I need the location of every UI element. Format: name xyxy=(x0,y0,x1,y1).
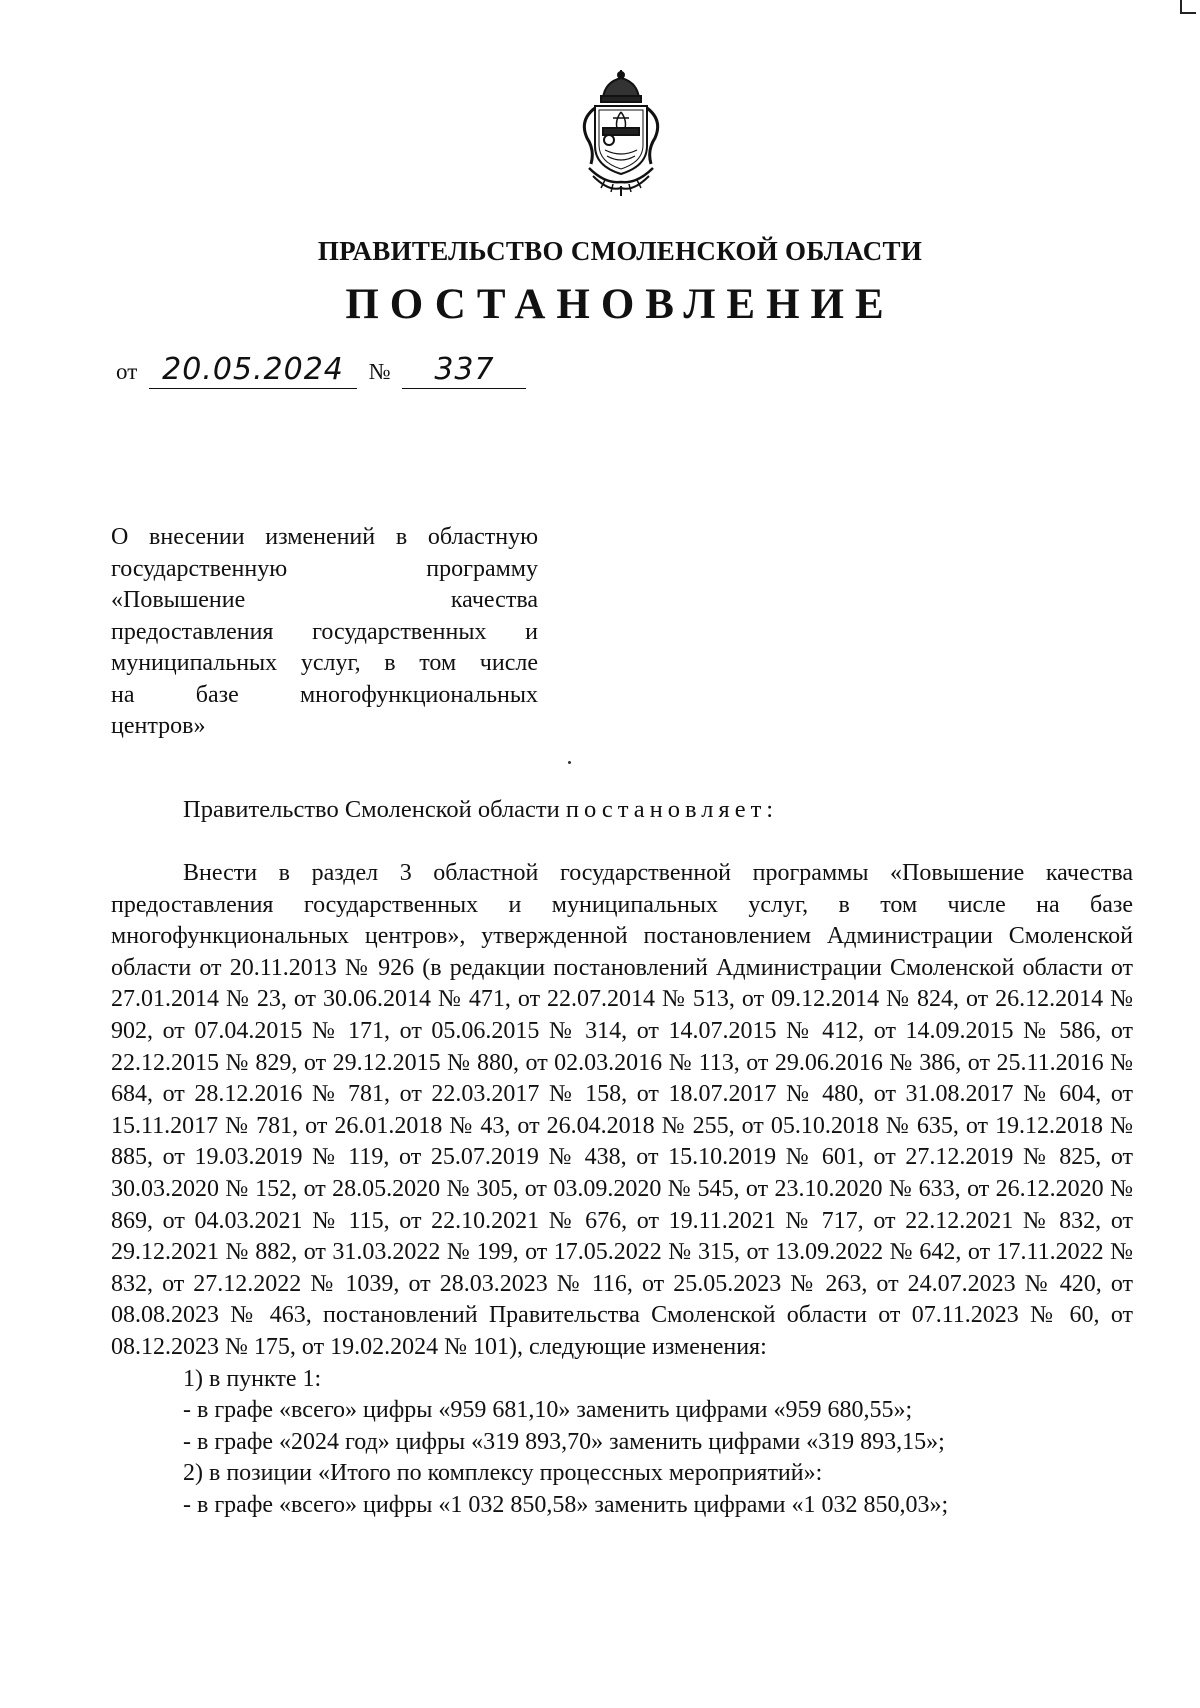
document-subject xyxy=(111,522,538,743)
scan-speck xyxy=(568,761,571,764)
subject-line: муниципальных услуг, в том числе xyxy=(111,650,538,676)
list-item: - в графе «всего» цифры «959 681,10» заменить цифрами «959 680,55»; xyxy=(183,1397,913,1424)
list-item: - в графе «всего» цифры «1 032 850,58» заменить цифрами «1 032 850,03»; xyxy=(183,1491,949,1518)
subject-line: О внесении изменений в областную xyxy=(111,524,538,550)
smolensk-coat-of-arms-icon xyxy=(565,68,677,198)
subject-line: центров» xyxy=(111,713,206,739)
handwritten-date: 20.05.2024 xyxy=(149,352,357,389)
date-number-line xyxy=(116,352,526,389)
number-label: № xyxy=(368,359,391,384)
from-label: от xyxy=(116,359,138,384)
list-item: 2) в позиции «Итого по комплексу процессных мероприятий»: xyxy=(183,1460,823,1487)
list-item: 1) в пункте 1: xyxy=(183,1365,322,1392)
resolution-lead: Правительство Смоленской области xyxy=(183,796,560,823)
subject-line: государственную программу xyxy=(111,555,538,582)
organization-name: ПРАВИТЕЛЬСТВО СМОЛЕНСКОЙ ОБЛАСТИ xyxy=(317,236,923,266)
scan-corner-mark xyxy=(1180,0,1196,14)
resolution-line xyxy=(183,796,778,824)
subject-line: «Повышение качества xyxy=(111,587,538,613)
document-body xyxy=(111,858,1133,1521)
subject-line: предоставления государственных и xyxy=(111,618,538,645)
handwritten-number: 337 xyxy=(402,352,526,389)
main-paragraph: Внести в раздел 3 областной государственной программы «Повышение качества предоставления государственных и муниципальных услуг, в том числе на базе многофункциональных центров», утвержденной постановлением Администрации Смоленской области от 20.11.2013 № 926 (в редакции постановлений Администрации Смоленской области от 27.01.2014 № 23, от 30.06.2014 № 471, от 22.07.2014 № 513, от 09.12.2014 № 824, от 26.12.2014 № 902, от 07.04.2015 № 171, от 05.06.2015 № 314, от 14.07.2015 № 412, от 14.09.2015 № 586, от 22.12.2015 № 829, от 29.12.2015 № 880, от 02.03.2016 № 113, от 29.06.2016 № 386, от 25.11.2016 № 684, от 28.12.2016 № 781, от 22.03.2017 № 158, от 18.07.2017 № 480, от 31.08.2017 № 604, от 15.11.2017 № 781, от 26.01.2018 № 43, от 26.04.2018 № 255, от 05.10.2018 № 635, от 19.12.2018 № 885, от 19.03.2019 № 119, от 25.07.2019 № 438, от 15.10.2019 № 601, от 27.12.2019 № 825, от 30.03.2020 № 152, от 28.05.2020 № 305, от 03.09.2020 № 545, от 23.10.2020 № 633, от 26.12.2020 № 869, от 04.03.2021 № 115, от 22.10.2021 № 676, от 19.11.2021 № 717, от 22.12.2021 № 832, от 29.12.2021 № 882, от 31.03.2022 № 199, от 17.05.2022 № 315, от 13.09.2022 № 642, от 17.11.2022 № 832, от 27.12.2022 № 1039, от 28.03.2023 № 116, от 25.05.2023 № 263, от 24.07.2023 № 420, от 08.08.2023 № 463, постановлений Правительства Смоленской области от 07.11.2023 № 60, от 08.12.2023 № 175, от 19.02.2024 № 101), следующие изменения: xyxy=(111,860,1133,1360)
list-item: - в графе «2024 год» цифры «319 893,70» заменить цифрами «319 893,15»; xyxy=(183,1428,945,1455)
subject-line: на базе многофункциональных xyxy=(111,681,538,708)
document-type-title: ПОСТАНОВЛЕНИЕ xyxy=(345,281,895,328)
resolution-verb: постановляет: xyxy=(565,796,779,823)
